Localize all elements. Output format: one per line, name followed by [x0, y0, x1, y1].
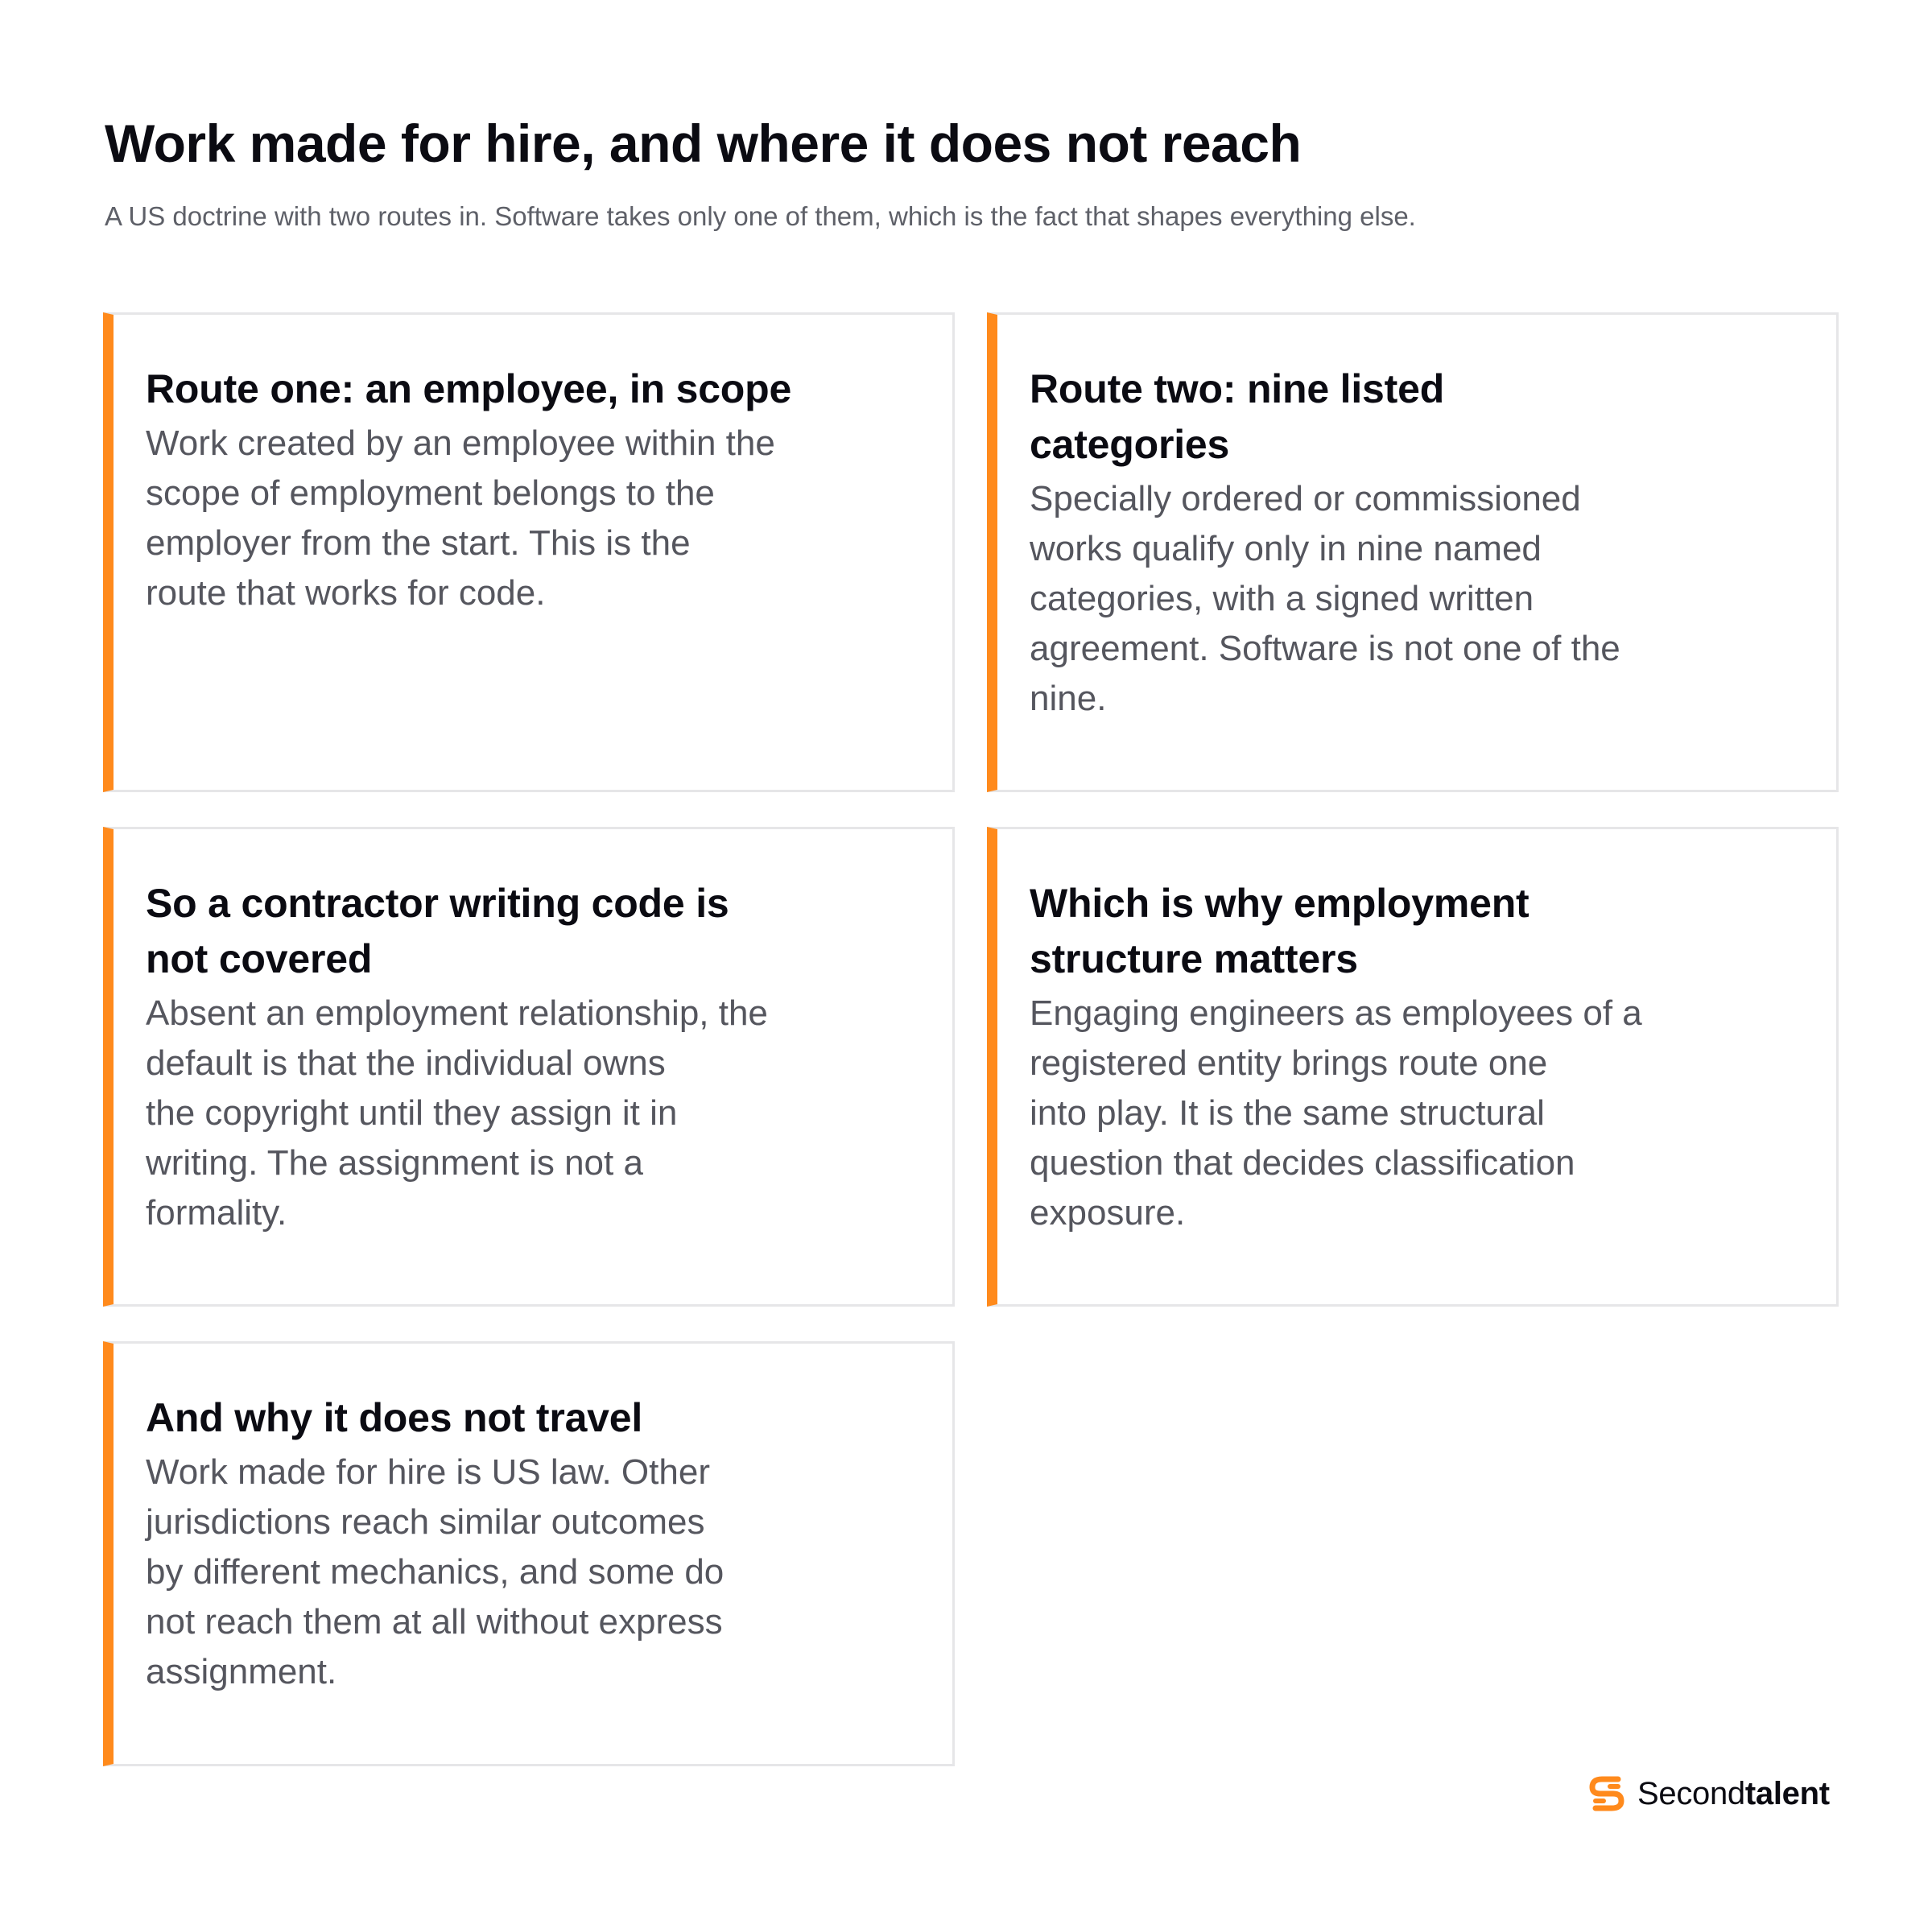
brand-logo — [1586, 1771, 1830, 1816]
card-employment-structure — [987, 827, 1839, 1307]
page-title: Work made for hire, and where it does not reach — [105, 114, 1302, 173]
card-body-line: by different mechanics, and some do — [146, 1552, 724, 1592]
card-body-line: jurisdictions reach similar outcomes — [146, 1502, 705, 1542]
brand-name-light: Second — [1637, 1775, 1745, 1811]
card-body-line: route that works for code. — [146, 573, 546, 613]
card-title — [146, 876, 814, 987]
card-route-two — [987, 312, 1839, 792]
card-title-line: Which is why employment — [1030, 881, 1530, 926]
card-title — [146, 1390, 814, 1446]
card-body — [146, 1448, 814, 1697]
page-subtitle: A US doctrine with two routes in. Software takes only one of them, which is the fact that shapes everything else. — [105, 201, 1416, 231]
card-title-line: categories — [1030, 422, 1230, 467]
card-title-line: not covered — [146, 936, 373, 981]
card-title — [1030, 876, 1698, 987]
card-title-line: Route one: an employee, in scope — [146, 366, 792, 411]
card-body-line: writing. The assignment is not a — [146, 1143, 643, 1183]
card-body-line: categories, with a signed written — [1030, 579, 1534, 618]
card-body-line: scope of employment belongs to the — [146, 473, 715, 513]
card-body-line: Absent an employment relationship, the — [146, 993, 768, 1033]
card-body-line: assignment. — [146, 1652, 337, 1691]
card-body — [1030, 474, 1698, 724]
brand-name — [1637, 1776, 1830, 1812]
card-title-line: structure matters — [1030, 936, 1358, 981]
card-body-line: not reach them at all without express — [146, 1602, 723, 1642]
card-body-line: registered entity brings route one — [1030, 1043, 1548, 1083]
card-body-line: agreement. Software is not one of the — [1030, 629, 1620, 668]
card-body-line: the copyright until they assign it in — [146, 1093, 678, 1133]
card-title — [1030, 361, 1698, 473]
card-body-line: employer from the start. This is the — [146, 523, 691, 563]
card-body — [146, 989, 814, 1238]
card-body-line: Specially ordered or commissioned — [1030, 479, 1581, 518]
card-body-line: Engaging engineers as employees of a — [1030, 993, 1642, 1033]
card-body-line: exposure. — [1030, 1193, 1186, 1233]
card-body-line: Work created by an employee within the — [146, 423, 775, 463]
card-title-line: And why it does not travel — [146, 1395, 643, 1440]
card-body-line: into play. It is the same structural — [1030, 1093, 1545, 1133]
card-title-line: So a contractor writing code is — [146, 881, 729, 926]
card-body-line: formality. — [146, 1193, 287, 1233]
card-body-line: default is that the individual owns — [146, 1043, 666, 1083]
card-does-not-travel — [103, 1341, 955, 1766]
card-contractor-not-covered — [103, 827, 955, 1307]
brand-name-bold: talent — [1744, 1775, 1830, 1811]
card-body — [146, 419, 814, 618]
card-route-one — [103, 312, 955, 792]
card-title-line: Route two: nine listed — [1030, 366, 1445, 411]
card-body-line: Work made for hire is US law. Other — [146, 1452, 710, 1492]
card-body — [1030, 989, 1698, 1238]
card-body-line: question that decides classification — [1030, 1143, 1575, 1183]
card-title — [146, 361, 814, 417]
secondtalent-s-logo-icon — [1586, 1773, 1628, 1815]
card-body-line: nine. — [1030, 679, 1107, 718]
card-body-line: works qualify only in nine named — [1030, 529, 1542, 568]
